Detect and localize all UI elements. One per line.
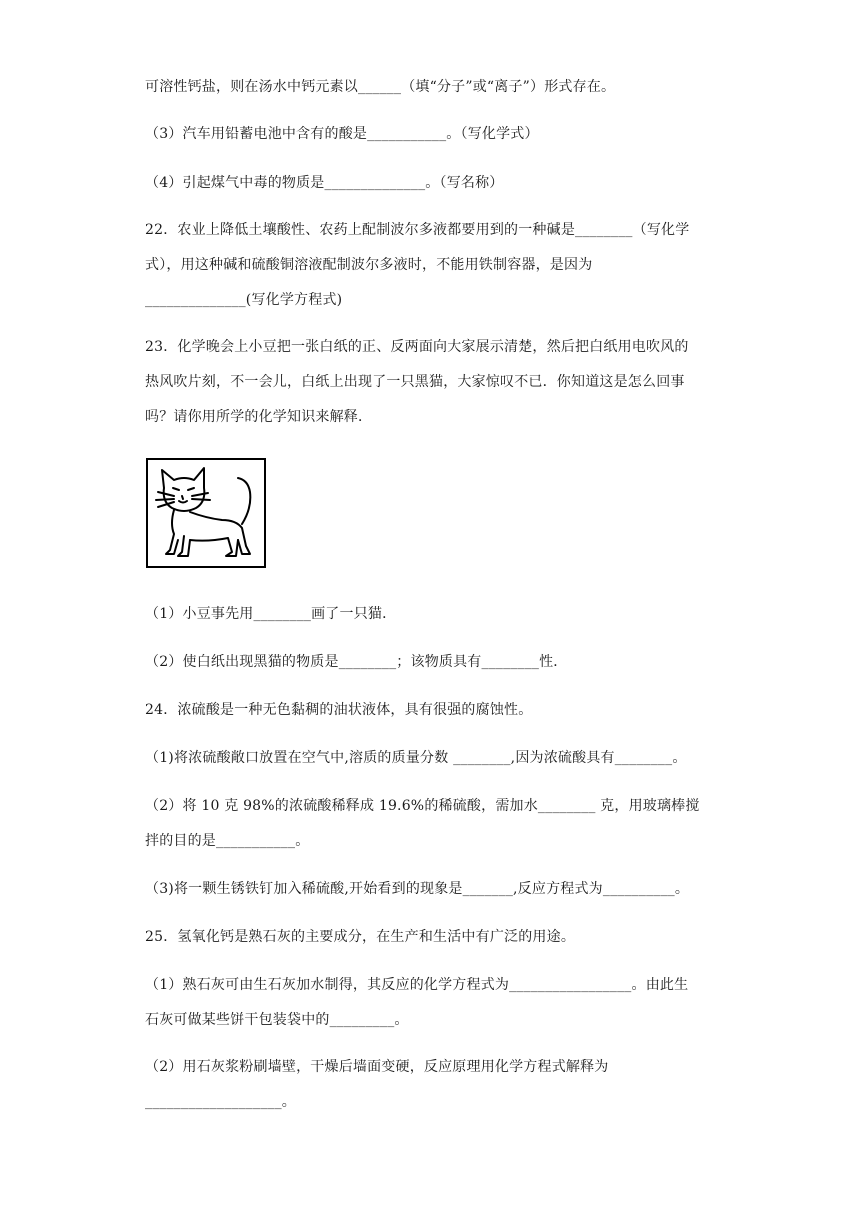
text-line: （1)将浓硫酸敞口放置在空气中,溶质的质量分数 ________,因为浓硫酸具有________。: [145, 750, 687, 766]
text-line: 拌的目的是___________。: [145, 833, 310, 849]
text-line: 吗？请你用所学的化学知识来解释．: [145, 409, 373, 425]
text-line: 热风吹片刻，不一会儿，白纸上出现了一只黑猫，大家惊叹不已．你知道这是怎么回事: [145, 374, 685, 390]
text-line: 可溶性钙盐，则在汤水中钙元素以______（填“分子”或“离子”）形式存在。: [145, 79, 616, 95]
text-line: （4）引起煤气中毒的物质是______________。（写名称）: [145, 175, 504, 191]
text-line: 22．农业上降低土壤酸性、农药上配制波尔多液都要用到的一种碱是________（写化学: [145, 222, 690, 238]
text-line: （1）小豆事先用________画了一只猫．: [145, 606, 397, 622]
cat-drawing-icon: [146, 458, 266, 568]
text-line: （1）熟石灰可由生石灰加水制得，其反应的化学方程式为_________________。由此生: [145, 977, 689, 993]
text-line: （2）使白纸出现黑猫的物质是________；该物质具有________性．: [145, 654, 568, 670]
text-line: 25．氢氧化钙是熟石灰的主要成分，在生产和生活中有广泛的用途。: [145, 929, 576, 945]
text-line: 式），用这种碱和硫酸铜溶液配制波尔多液时，不能用铁制容器，是因为: [145, 257, 593, 273]
text-line: （2）将 10 克 98%的浓硫酸稀释成 19.6%的稀硫酸，需加水________ 克，用玻璃棒搅: [145, 798, 700, 814]
text-line: ___________________。: [145, 1094, 296, 1110]
text-line: 石灰可做某些饼干包装袋中的_________。: [145, 1012, 409, 1028]
text-line: （3)将一颗生锈铁钉加入稀硫酸,开始看到的现象是_______,反应方程式为__________。: [145, 881, 690, 897]
text-line: ______________(写化学方程式): [145, 292, 343, 308]
text-line: 24．浓硫酸是一种无色黏稠的油状液体，具有很强的腐蚀性。: [145, 702, 533, 718]
text-line: （2）用石灰浆粉刷墙壁，干燥后墙面变硬，反应原理用化学方程式解释为: [145, 1059, 609, 1075]
text-line: （3）汽车用铅蓄电池中含有的酸是___________。（写化学式）: [145, 126, 539, 142]
text-line: 23．化学晚会上小豆把一张白纸的正、反两面向大家展示清楚，然后把白纸用电吹风的: [145, 339, 689, 355]
